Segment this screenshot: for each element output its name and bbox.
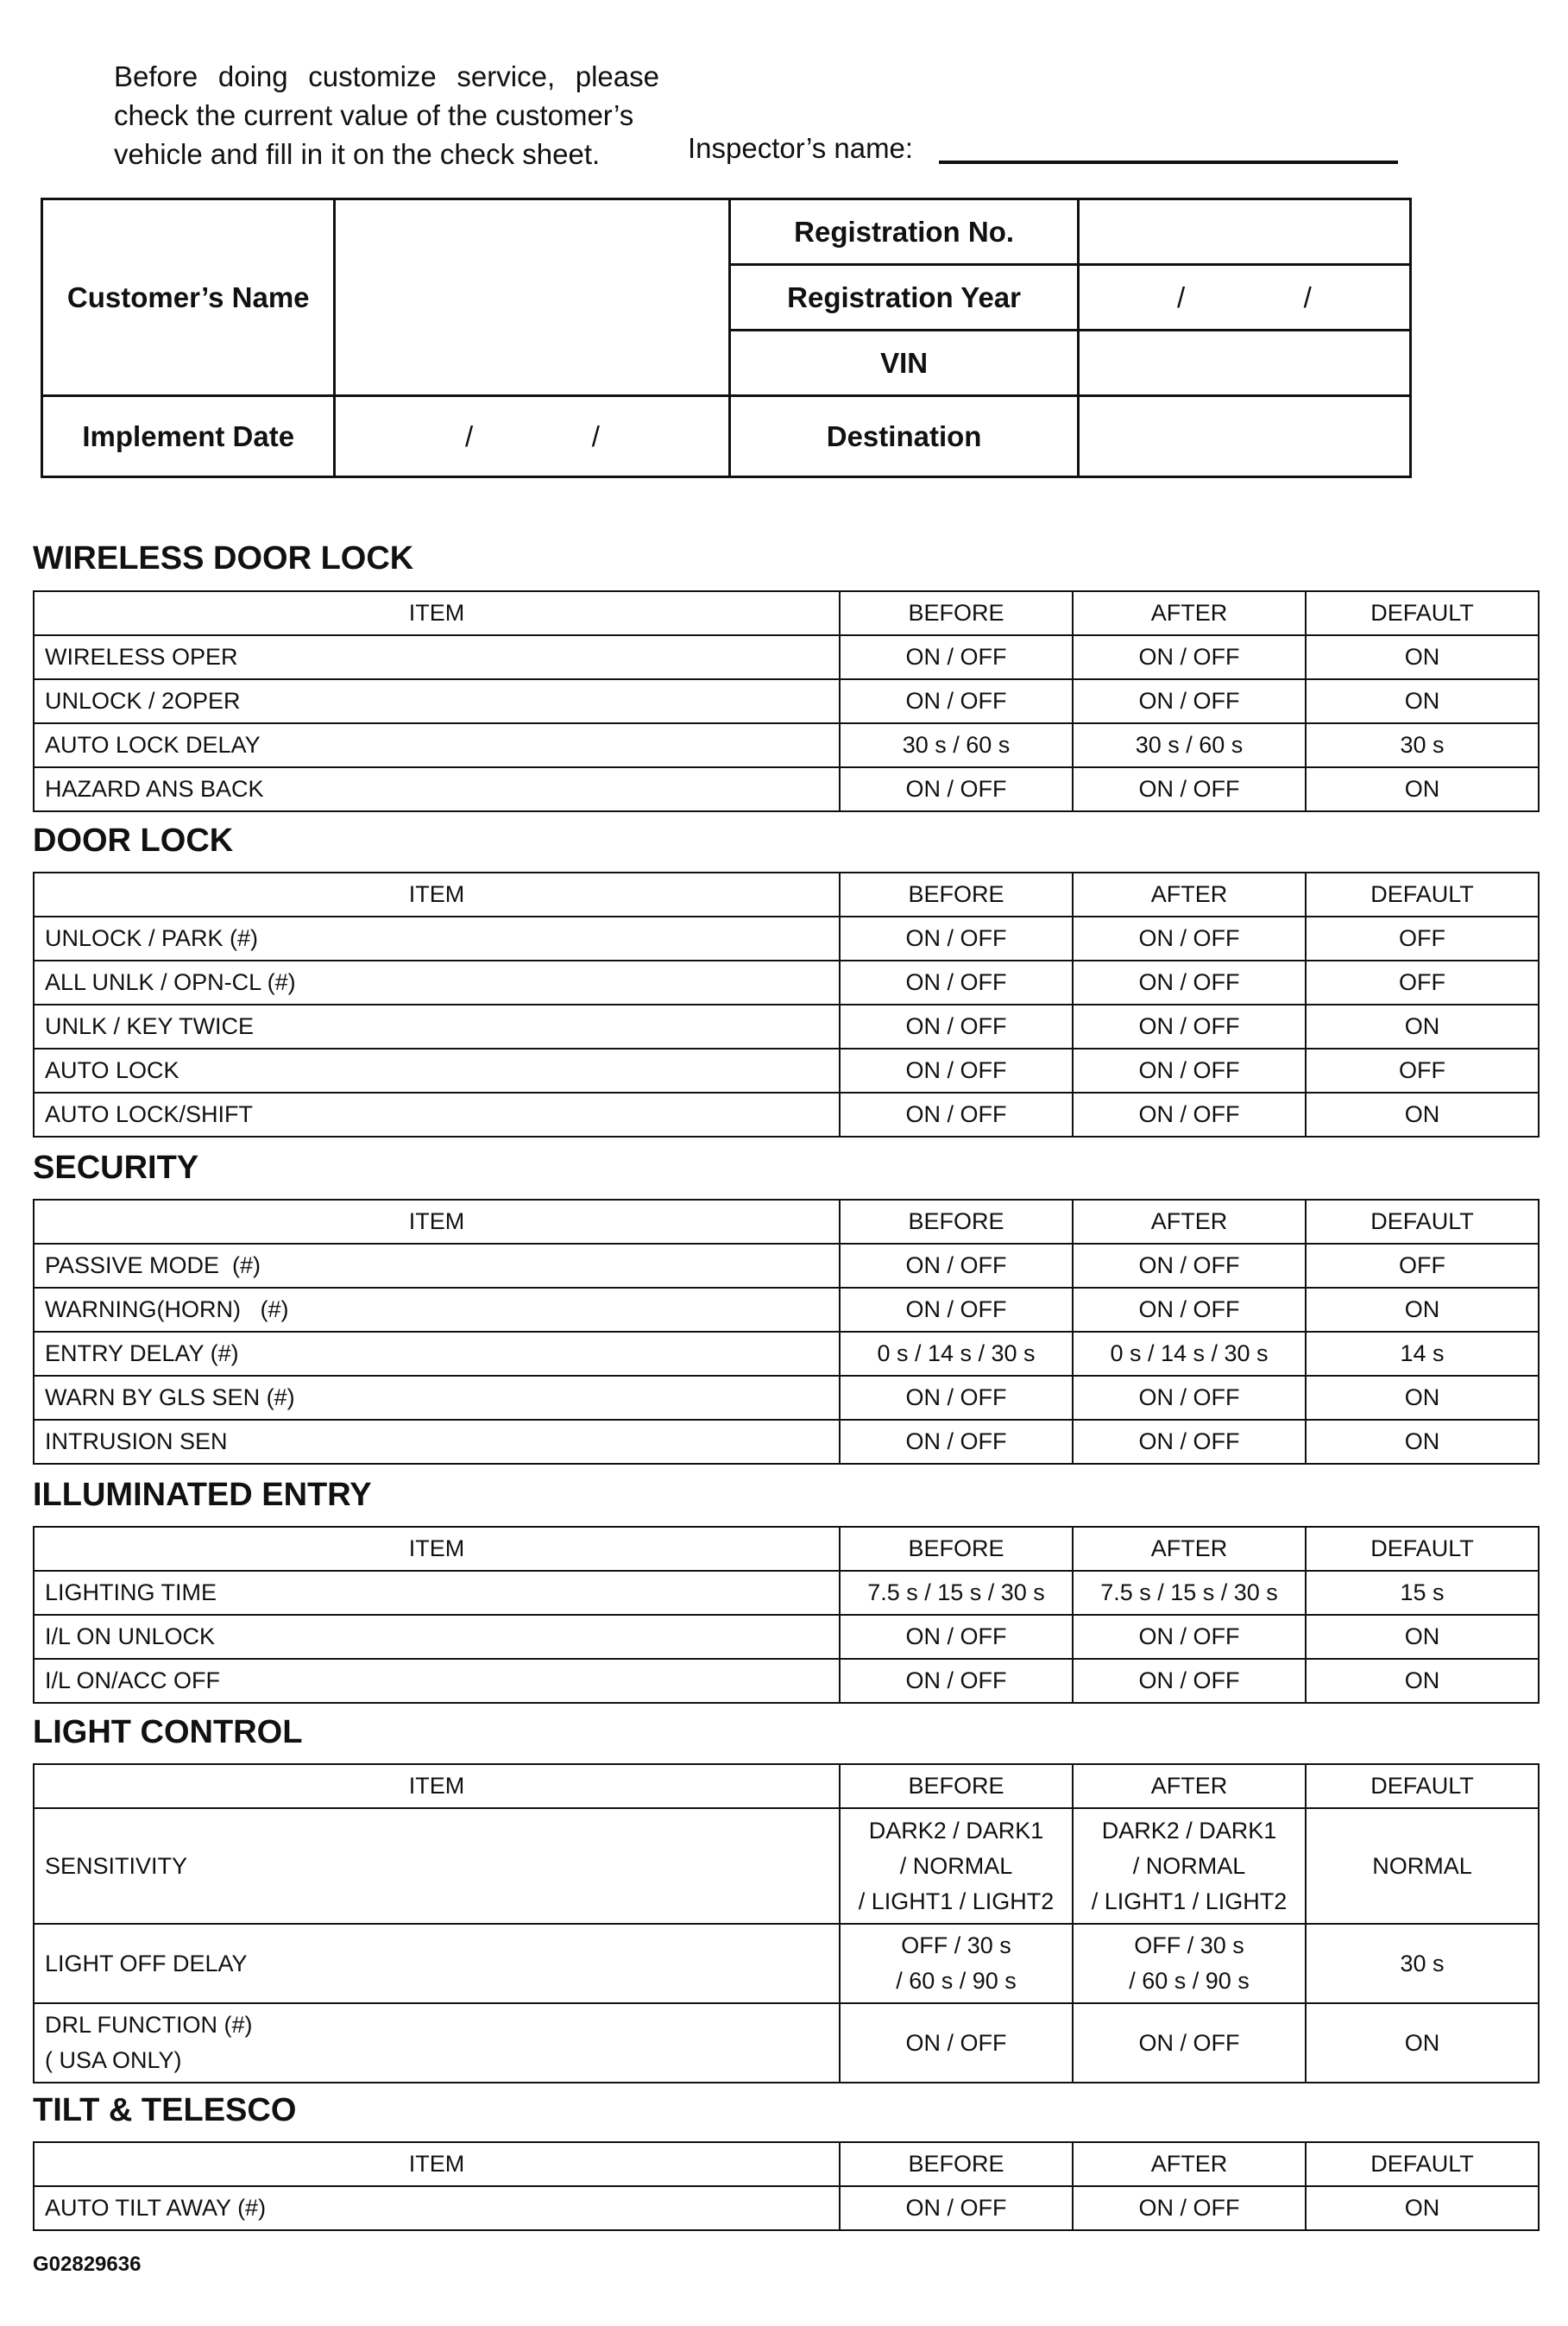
row-after[interactable]: ON / OFF	[1073, 1420, 1306, 1464]
option-line: DARK2 / DARK1	[868, 1817, 1044, 1844]
vin-field[interactable]	[1078, 331, 1410, 396]
header-after: AFTER	[1073, 1527, 1306, 1571]
row-after[interactable]: ON / OFF	[1073, 679, 1306, 723]
table-row	[34, 961, 1539, 1005]
table-row	[34, 1659, 1539, 1703]
row-after[interactable]	[1073, 1924, 1306, 2003]
row-default: OFF	[1306, 1244, 1539, 1288]
row-default: ON	[1306, 767, 1539, 811]
intro-line-1: Before doing customize service, please	[114, 60, 659, 92]
row-item: UNLOCK / PARK (#)	[34, 917, 840, 961]
row-before[interactable]: ON / OFF	[840, 1615, 1073, 1659]
registration-no-field[interactable]	[1078, 199, 1410, 265]
row-default: ON	[1306, 2003, 1539, 2083]
light-control-table	[33, 1763, 1540, 2083]
row-item: SENSITIVITY	[34, 1808, 840, 1924]
row-item: HAZARD ANS BACK	[34, 767, 840, 811]
figure-code: G02829636	[33, 2253, 142, 2276]
header-default: DEFAULT	[1306, 873, 1539, 917]
table-row	[34, 1571, 1539, 1615]
option-line: OFF / 30 s	[901, 1932, 1011, 1958]
option-line: / 60 s / 90 s	[896, 1968, 1017, 1994]
implement-date-field[interactable]: / /	[335, 396, 730, 477]
row-after[interactable]	[1073, 1808, 1306, 1924]
destination-label: Destination	[730, 396, 1078, 477]
table-row	[34, 1808, 1539, 1924]
door-lock-table	[33, 872, 1540, 1138]
table-row	[34, 1049, 1539, 1093]
row-item: I/L ON UNLOCK	[34, 1615, 840, 1659]
row-after[interactable]: ON / OFF	[1073, 1093, 1306, 1137]
intro-text	[114, 57, 659, 173]
table-row	[34, 1376, 1539, 1420]
row-item: PASSIVE MODE (#)	[34, 1244, 840, 1288]
header-default: DEFAULT	[1306, 591, 1539, 635]
row-item: UNLOCK / 2OPER	[34, 679, 840, 723]
row-default: ON	[1306, 679, 1539, 723]
row-default: ON	[1306, 1615, 1539, 1659]
row-item: AUTO LOCK	[34, 1049, 840, 1093]
row-default: 14 s	[1306, 1332, 1539, 1376]
row-before[interactable]	[840, 1808, 1073, 1924]
row-default: ON	[1306, 1005, 1539, 1049]
row-default: ON	[1306, 1420, 1539, 1464]
table-row	[34, 1332, 1539, 1376]
row-after[interactable]: ON / OFF	[1073, 1049, 1306, 1093]
header-before: BEFORE	[840, 1764, 1073, 1808]
row-default: ON	[1306, 1659, 1539, 1703]
option-line: / NORMAL	[899, 1852, 1013, 1879]
row-default: 30 s	[1306, 1924, 1539, 2003]
row-after[interactable]: ON / OFF	[1073, 767, 1306, 811]
header-item: ITEM	[34, 1527, 840, 1571]
row-after[interactable]: 7.5 s / 15 s / 30 s	[1073, 1571, 1306, 1615]
header-default: DEFAULT	[1306, 1200, 1539, 1244]
tilt-telesco-table	[33, 2141, 1540, 2231]
row-after[interactable]: ON / OFF	[1073, 1244, 1306, 1288]
row-before[interactable]: 7.5 s / 15 s / 30 s	[840, 1571, 1073, 1615]
section-title-door-lock: DOOR LOCK	[33, 823, 234, 859]
row-before[interactable]: ON / OFF	[840, 1049, 1073, 1093]
header-before: BEFORE	[840, 873, 1073, 917]
row-before[interactable]: ON / OFF	[840, 2003, 1073, 2083]
table-row	[34, 679, 1539, 723]
table-row	[34, 1244, 1539, 1288]
intro-line-2: check the current value of the customer’s	[114, 99, 634, 131]
row-default: OFF	[1306, 917, 1539, 961]
section-title-security: SECURITY	[33, 1150, 199, 1186]
security-table	[33, 1199, 1540, 1465]
row-after[interactable]: ON / OFF	[1073, 2003, 1306, 2083]
row-before[interactable]: ON / OFF	[840, 1244, 1073, 1288]
header-after: AFTER	[1073, 2142, 1306, 2186]
row-item: AUTO LOCK DELAY	[34, 723, 840, 767]
wireless-door-lock-table	[33, 590, 1540, 812]
row-item: I/L ON/ACC OFF	[34, 1659, 840, 1703]
header-default: DEFAULT	[1306, 2142, 1539, 2186]
row-after[interactable]: 0 s / 14 s / 30 s	[1073, 1332, 1306, 1376]
row-before[interactable]: ON / OFF	[840, 1420, 1073, 1464]
row-before[interactable]: ON / OFF	[840, 917, 1073, 961]
row-default: ON	[1306, 1288, 1539, 1332]
intro-line-3: vehicle and fill in it on the check sheet.	[114, 138, 601, 170]
row-after[interactable]: ON / OFF	[1073, 1288, 1306, 1332]
table-row	[34, 1005, 1539, 1049]
header-default: DEFAULT	[1306, 1527, 1539, 1571]
option-line: / LIGHT1 / LIGHT2	[858, 1888, 1055, 1914]
row-after[interactable]: ON / OFF	[1073, 1005, 1306, 1049]
customer-name-label: Customer’s Name	[42, 199, 335, 396]
row-after[interactable]: 30 s / 60 s	[1073, 723, 1306, 767]
table-row	[34, 1924, 1539, 2003]
row-before[interactable]: 30 s / 60 s	[840, 723, 1073, 767]
header-before: BEFORE	[840, 1200, 1073, 1244]
table-row	[34, 1093, 1539, 1137]
row-before[interactable]: ON / OFF	[840, 1376, 1073, 1420]
header-item: ITEM	[34, 591, 840, 635]
row-after[interactable]: ON / OFF	[1073, 917, 1306, 961]
row-default: OFF	[1306, 961, 1539, 1005]
vin-label: VIN	[730, 331, 1078, 396]
row-after[interactable]: ON / OFF	[1073, 1376, 1306, 1420]
option-line: OFF / 30 s	[1134, 1932, 1244, 1958]
row-before[interactable]: 0 s / 14 s / 30 s	[840, 1332, 1073, 1376]
header-before: BEFORE	[840, 2142, 1073, 2186]
row-before[interactable]: ON / OFF	[840, 635, 1073, 679]
row-item: INTRUSION SEN	[34, 1420, 840, 1464]
customer-name-field[interactable]	[335, 199, 730, 396]
row-item: AUTO LOCK/SHIFT	[34, 1093, 840, 1137]
row-after[interactable]: ON / OFF	[1073, 1615, 1306, 1659]
row-before[interactable]: ON / OFF	[840, 2186, 1073, 2230]
header-after: AFTER	[1073, 1764, 1306, 1808]
implement-date-label: Implement Date	[42, 396, 335, 477]
row-item: LIGHT OFF DELAY	[34, 1924, 840, 2003]
table-row	[34, 2003, 1539, 2083]
row-after[interactable]: ON / OFF	[1073, 2186, 1306, 2230]
row-default: ON	[1306, 2186, 1539, 2230]
row-before[interactable]: ON / OFF	[840, 1093, 1073, 1137]
row-default: ON	[1306, 1376, 1539, 1420]
header-before: BEFORE	[840, 1527, 1073, 1571]
section-title-tilt-telesco: TILT & TELESCO	[33, 2092, 297, 2128]
table-row	[34, 767, 1539, 811]
row-after[interactable]: ON / OFF	[1073, 961, 1306, 1005]
destination-field[interactable]	[1078, 396, 1410, 477]
option-line: / LIGHT1 / LIGHT2	[1091, 1888, 1288, 1914]
header-item: ITEM	[34, 1764, 840, 1808]
option-line: / NORMAL	[1132, 1852, 1246, 1879]
registration-year-label: Registration Year	[730, 265, 1078, 331]
header-before: BEFORE	[840, 591, 1073, 635]
row-before[interactable]: ON / OFF	[840, 1288, 1073, 1332]
row-default: 30 s	[1306, 723, 1539, 767]
customer-info-table	[41, 198, 1412, 478]
row-before[interactable]	[840, 1924, 1073, 2003]
section-title-light-control: LIGHT CONTROL	[33, 1714, 303, 1750]
row-before[interactable]: ON / OFF	[840, 679, 1073, 723]
row-after[interactable]: ON / OFF	[1073, 635, 1306, 679]
row-item: WARN BY GLS SEN (#)	[34, 1376, 840, 1420]
registration-year-field[interactable]: / /	[1078, 265, 1410, 331]
header-item: ITEM	[34, 2142, 840, 2186]
row-item: ALL UNLK / OPN-CL (#)	[34, 961, 840, 1005]
item-line: ( USA ONLY)	[45, 2047, 182, 2073]
header-item: ITEM	[34, 1200, 840, 1244]
header-default: DEFAULT	[1306, 1764, 1539, 1808]
header-after: AFTER	[1073, 873, 1306, 917]
item-line: DRL FUNCTION (#)	[45, 2012, 253, 2038]
row-default: ON	[1306, 635, 1539, 679]
row-item: AUTO TILT AWAY (#)	[34, 2186, 840, 2230]
option-line: / 60 s / 90 s	[1129, 1968, 1250, 1994]
table-row	[34, 635, 1539, 679]
row-item: UNLK / KEY TWICE	[34, 1005, 840, 1049]
illuminated-entry-table	[33, 1526, 1540, 1704]
table-row	[34, 723, 1539, 767]
table-row	[34, 2186, 1539, 2230]
registration-no-label: Registration No.	[730, 199, 1078, 265]
row-item: LIGHTING TIME	[34, 1571, 840, 1615]
table-row	[34, 917, 1539, 961]
row-default: OFF	[1306, 1049, 1539, 1093]
row-after[interactable]: ON / OFF	[1073, 1659, 1306, 1703]
row-default: NORMAL	[1306, 1808, 1539, 1924]
row-before[interactable]: ON / OFF	[840, 1659, 1073, 1703]
row-item: ENTRY DELAY (#)	[34, 1332, 840, 1376]
row-item: WARNING(HORN) (#)	[34, 1288, 840, 1332]
row-before[interactable]: ON / OFF	[840, 961, 1073, 1005]
header-after: AFTER	[1073, 1200, 1306, 1244]
row-before[interactable]: ON / OFF	[840, 1005, 1073, 1049]
row-before[interactable]: ON / OFF	[840, 767, 1073, 811]
row-item	[34, 2003, 840, 2083]
inspector-label: Inspector’s name:	[688, 132, 914, 164]
section-title-wireless-door-lock: WIRELESS DOOR LOCK	[33, 540, 414, 577]
header-after: AFTER	[1073, 591, 1306, 635]
table-row	[34, 1288, 1539, 1332]
inspector-name-field[interactable]	[939, 161, 1398, 164]
row-default: ON	[1306, 1093, 1539, 1137]
option-line: DARK2 / DARK1	[1101, 1817, 1277, 1844]
row-default: 15 s	[1306, 1571, 1539, 1615]
header-item: ITEM	[34, 873, 840, 917]
section-title-illuminated-entry: ILLUMINATED ENTRY	[33, 1477, 372, 1513]
table-row	[34, 1420, 1539, 1464]
row-item: WIRELESS OPER	[34, 635, 840, 679]
table-row	[34, 1615, 1539, 1659]
